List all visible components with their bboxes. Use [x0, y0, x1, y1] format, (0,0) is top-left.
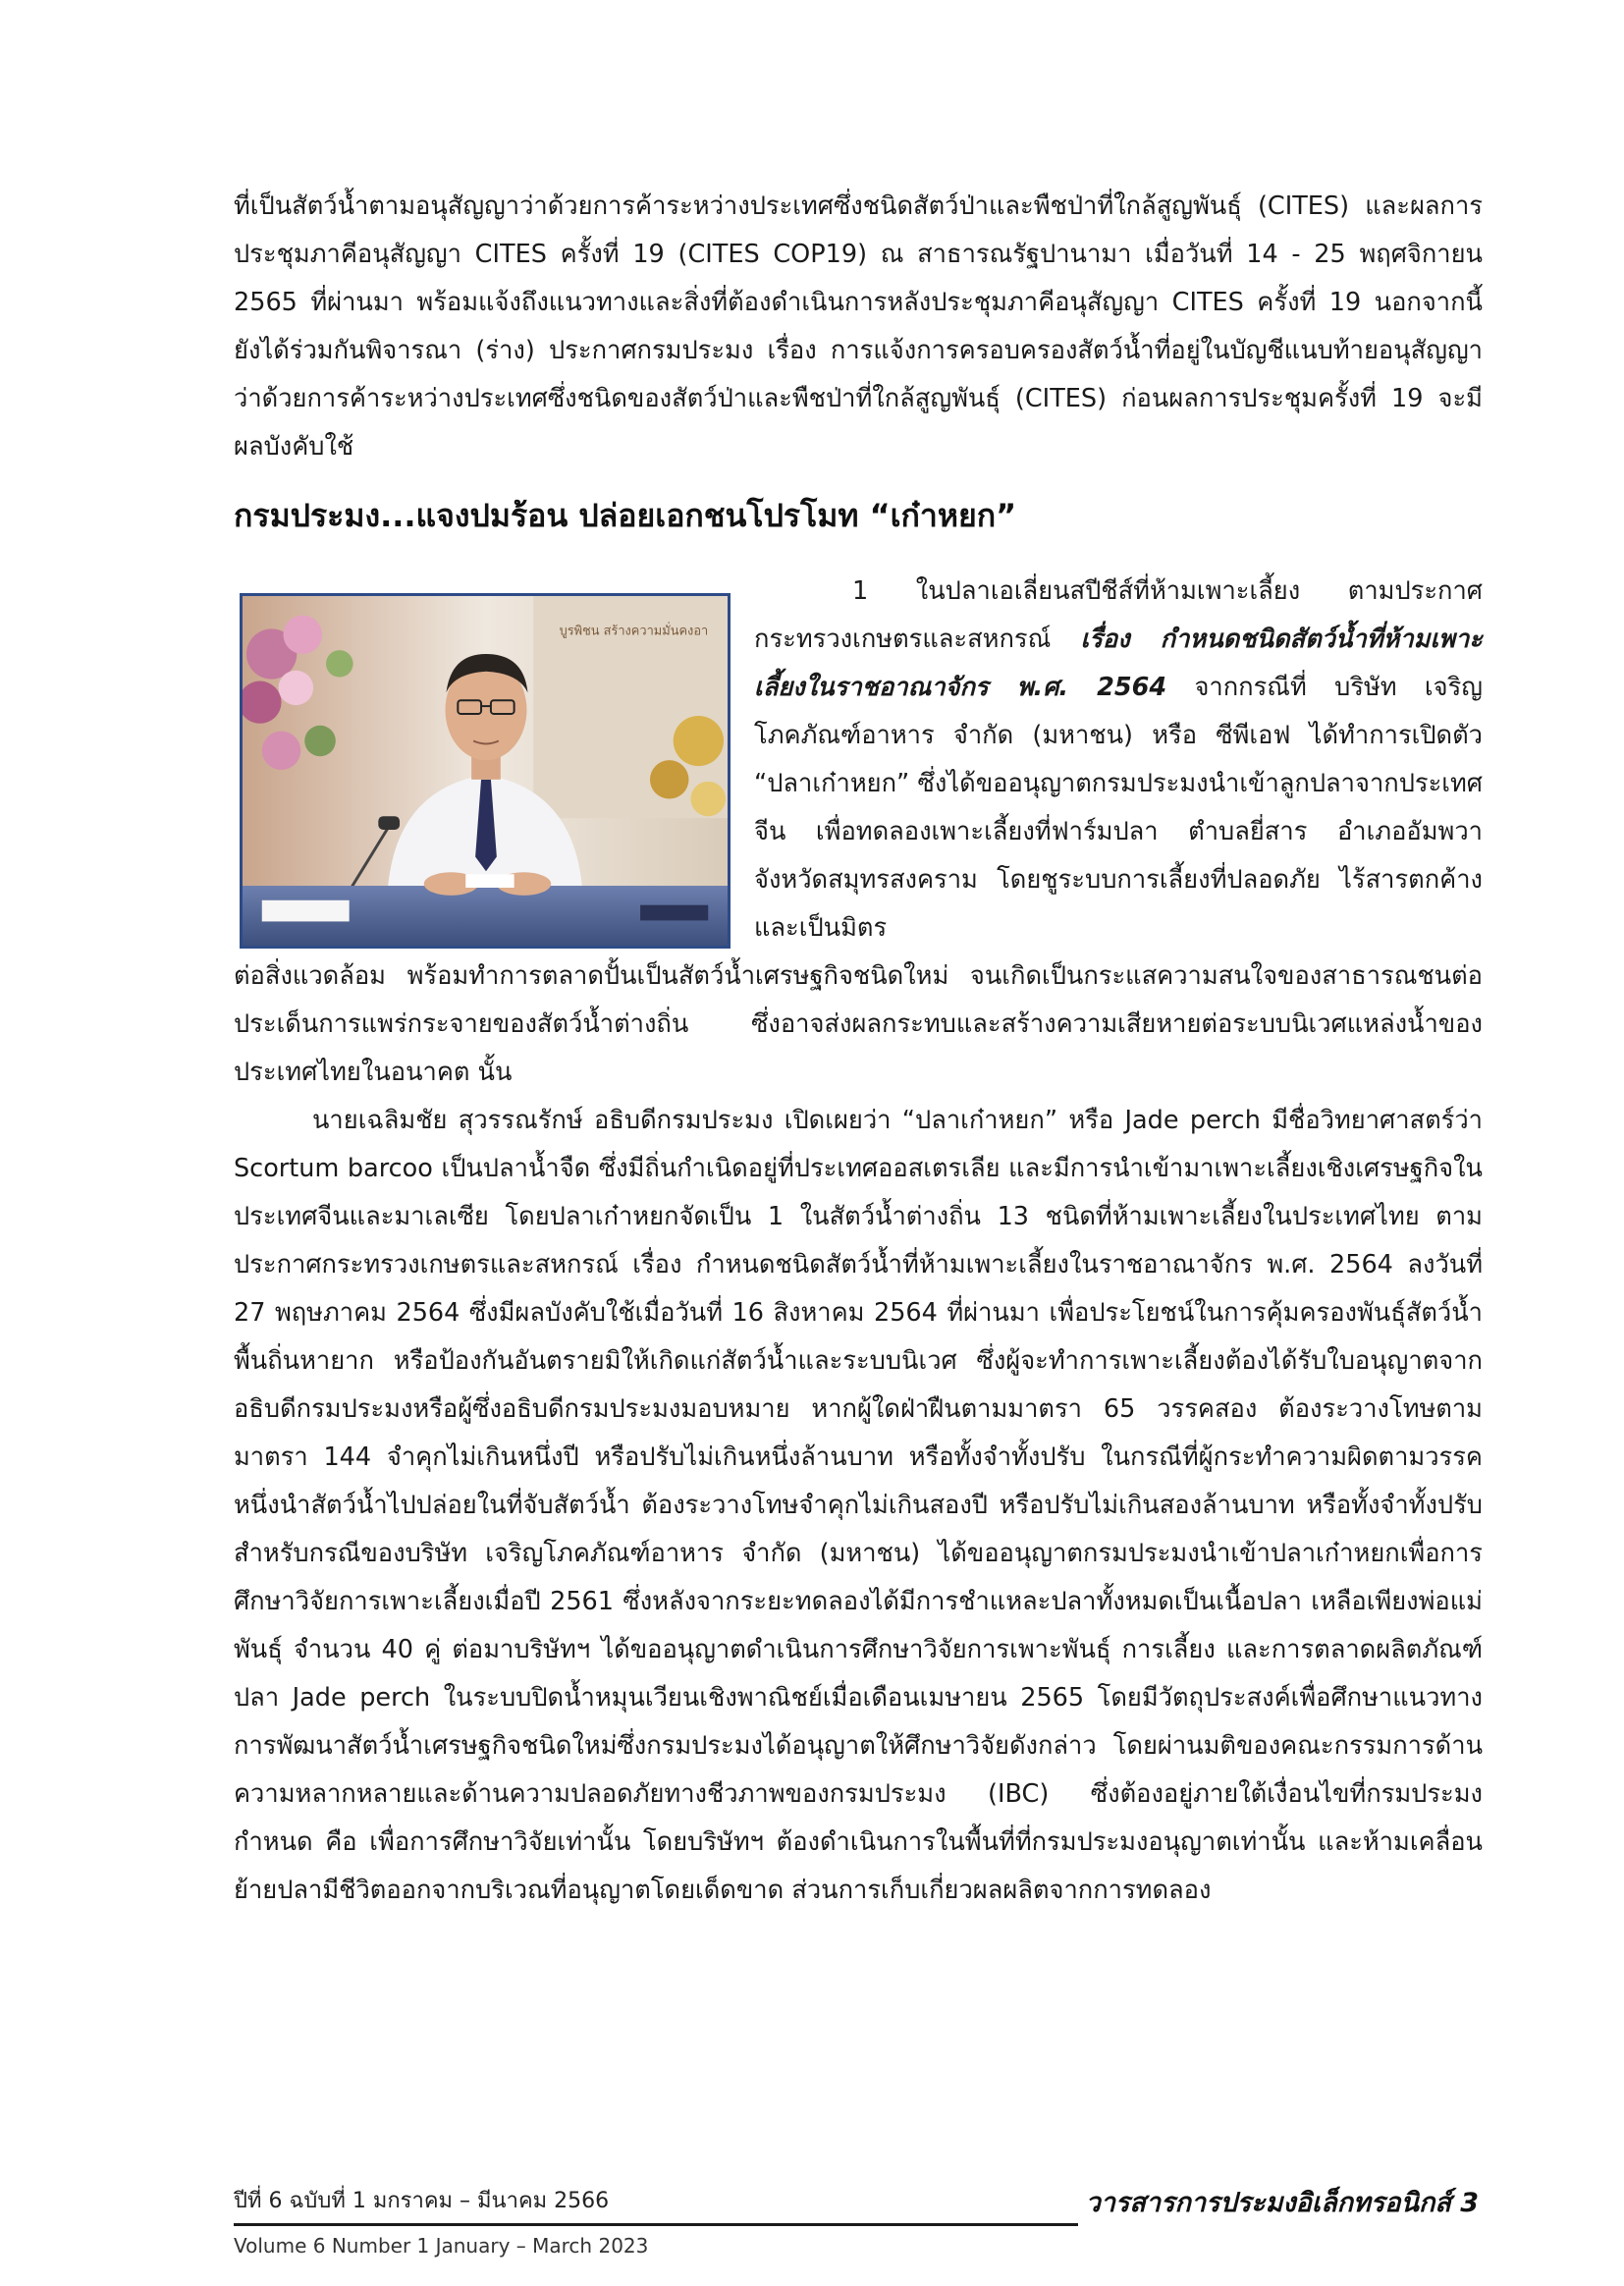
- footer-journal-title: วารสารการประมงอิเล็กทรอนิกส์ 3: [1085, 2188, 1479, 2218]
- side-lead-text: 1 ในปลาเอเลี่ยนสปีชีส์ที่ห้ามเพาะเลี้ยง ตามประกาศกระทรวงเกษตรและสหกรณ์: [754, 576, 1483, 654]
- main-paragraph: นายเฉลิมชัย สุวรรณรักษ์ อธิบดีกรมประมง เปิดเผยว่า “ปลาเก๋าหยก” หรือ Jade perch มีชื่อวิทยาศาสตร์ว่า Scortum barcoo เป็นปลาน้ำจืด ซึ่งมีถิ่นกำเนิดอยู่ที่ประเทศออสเตรเลีย และมีการนำเข้ามาเพาะเลี้ยงเชิงเศรษฐกิจในประเทศจีนและมาเลเซีย โดยปลาเก๋าหยกจัดเป็น 1 ในสัตว์น้ำต่างถิ่น 13 ชนิดที่ห้ามเพาะเลี้ยงในประเทศไทย ตามประกาศกระทรวงเกษตรและสหกรณ์ เรื่อง กำหนดชนิดสัตว์น้ำที่ห้ามเพาะเลี้ยงในราชอาณาจักร พ.ศ. 2564 ลงวันที่ 27 พฤษภาคม 2564 ซึ่งมีผลบังคับใช้เมื่อวันที่ 16 สิงหาคม 2564 ที่ผ่านมา เพื่อประโยชน์ในการคุ้มครองพันธุ์สัตว์น้ำพื้นถิ่นหายาก หรือป้องกันอันตรายมิให้เกิดแก่สัตว์น้ำและระบบนิเวศ ซึ่งผู้จะทำการเพาะเลี้ยงต้องได้รับใบอนุญาตจากอธิบดีกรมประมงหรือผู้ซึ่งอธิบดีกรมประมงมอบหมาย หากผู้ใดฝ่าฝืนตามมาตรา 65 วรรคสอง ต้องระวางโทษตามมาตรา 144 จำคุกไม่เกินหนึ่งปี หรือปรับไม่เกินหนึ่งล้านบาท หรือทั้งจำทั้งปรับ ในกรณีที่ผู้กระทำความผิดตามวรรคหนึ่งนำสัตว์น้ำไปปล่อยในที่จับสัตว์น้ำ ต้องระวางโทษจำคุกไม่เกินสองปี หรือปรับไม่เกินสองล้านบาท หรือทั้งจำทั้งปรับ สำหรับกรณีของบริษัท เจริญโภคภัณฑ์อาหาร จำกัด (มหาชน) ได้ขออนุญาตกรมประมงนำเข้าปลาเก๋าหยกเพื่อการศึกษาวิจัยการเพาะเลี้ยงเมื่อปี 2561 ซึ่งหลังจากระยะทดลองได้มีการชำแหละปลาทั้งหมดเป็นเนื้อปลา เหลือเพียงพ่อแม่พันธุ์ จำนวน 40 คู่ ต่อมาบริษัทฯ ได้ขออนุญาตดำเนินการศึกษาวิจัยการเพาะพันธุ์ การเลี้ยง และการตลาดผลิตภัณฑ์ปลา Jade perch ในระบบปิดน้ำหมุนเวียนเชิงพาณิชย์เมื่อเดือนเมษายน 2565 โดยมีวัตถุประสงค์เพื่อศึกษาแนวทางการพัฒนาสัตว์น้ำเศรษฐกิจชนิดใหม่ซึ่งกรมประมงได้อนุญาตให้ศึกษาวิจัยดังกล่าว โดยผ่านมติของคณะกรรมการด้านความหลากหลายและด้านความปลอดภัยทางชีวภาพของกรมประมง (IBC) ซึ่งต้องอยู่ภายใต้เงื่อนไขที่กรมประมงกำหนด คือ เพื่อการศึกษาวิจัยเท่านั้น โดยบริษัทฯ ต้องดำเนินการในพื้นที่ที่กรมประมงอนุญาตเท่านั้น และห้ามเคลื่อนย้ายปลามีชีวิตออกจากบริเวณที่อนุญาตโดยเด็ดขาด ส่วนการเก็บเกี่ยวผลผลิตจากการทดลอง: [234, 1106, 1483, 1905]
- footer-issue-english: Volume 6 Number 1 January – March 2023: [234, 2234, 649, 2258]
- continued-paragraph: ต่อสิ่งแวดล้อม พร้อมทำการตลาดปั้นเป็นสัตว์น้ำเศรษฐกิจชนิดใหม่ จนเกิดเป็นกระแสความสนใจของสาธารณชนต่อประเด็นการแพร่กระจายของสัตว์น้ำต่างถิ่น ซึ่งอาจส่งผลกระทบและสร้างความเสียหายต่อระบบนิเวศแหล่งน้ำของประเทศไทยในอนาคต นั้น: [234, 961, 1483, 1087]
- backdrop-text: บูรพิชน สร้างความมั่นคงอา: [559, 624, 709, 639]
- footer-issue-thai: ปีที่ 6 ฉบับที่ 1 มกราคม – มีนาคม 2566: [234, 2189, 610, 2213]
- footer-divider: [234, 2223, 1078, 2226]
- side-emphasis-text: เรื่อง กำหนดชนิดสัตว์น้ำที่ห้ามเพาะเลี้ยงในราชอาณาจักร พ.ศ. 2564: [754, 625, 1483, 702]
- photo-illustration: [243, 596, 728, 946]
- side-rest-text: จากกรณีที่ บริษัท เจริญโภคภัณฑ์อาหาร จำกัด (มหาชน) หรือ ซีพีเอฟ ได้ทำการเปิดตัว “ปลาเก๋าหยก” ซึ่งได้ขออนุญาตกรมประมงนำเข้าลูกปลาจากประเทศจีน เพื่อทดลองเพาะเลี้ยงที่ฟาร์มปลา ตำบลยี่สาร อำเภออัมพวา จังหวัดสมุทรสงคราม โดยชูระบบการเลี้ยงที่ปลอดภัย ไร้สารตกค้าง และเป็นมิตร: [754, 673, 1483, 943]
- intro-paragraph: ที่เป็นสัตว์น้ำตามอนุสัญญาว่าด้วยการค้าระหว่างประเทศซึ่งชนิดสัตว์ป่าและพืชป่าที่ใกล้สูญพันธุ์ (CITES) และผลการประชุมภาคีอนุสัญญา CITES ครั้งที่ 19 (CITES COP19) ณ สาธารณรัฐปานามา เมื่อวันที่ 14 - 25 พฤศจิกายน 2565 ที่ผ่านมา พร้อมแจ้งถึงแนวทางและสิ่งที่ต้องดำเนินการหลังประชุมภาคีอนุสัญญา CITES ครั้งที่ 19 นอกจากนี้ ยังได้ร่วมกันพิจารณา (ร่าง) ประกาศกรมประมง เรื่อง การแจ้งการครอบครองสัตว์น้ำที่อยู่ในบัญชีแนบท้ายอนุสัญญาว่าด้วยการค้าระหว่างประเทศซึ่งชนิดของสัตว์ป่าและพืชป่าที่ใกล้สูญพันธุ์ (CITES) ก่อนผลการประชุมครั้งที่ 19 จะมีผลบังคับใช้: [234, 191, 1483, 462]
- side-paragraph-lead: [754, 568, 1483, 952]
- section-heading: กรมประมง...แจงปมร้อน ปล่อยเอกชนโปรโมท “เก๋าหยก”: [234, 497, 1017, 534]
- side-paragraph: [754, 568, 1483, 952]
- article-photo: [240, 593, 731, 949]
